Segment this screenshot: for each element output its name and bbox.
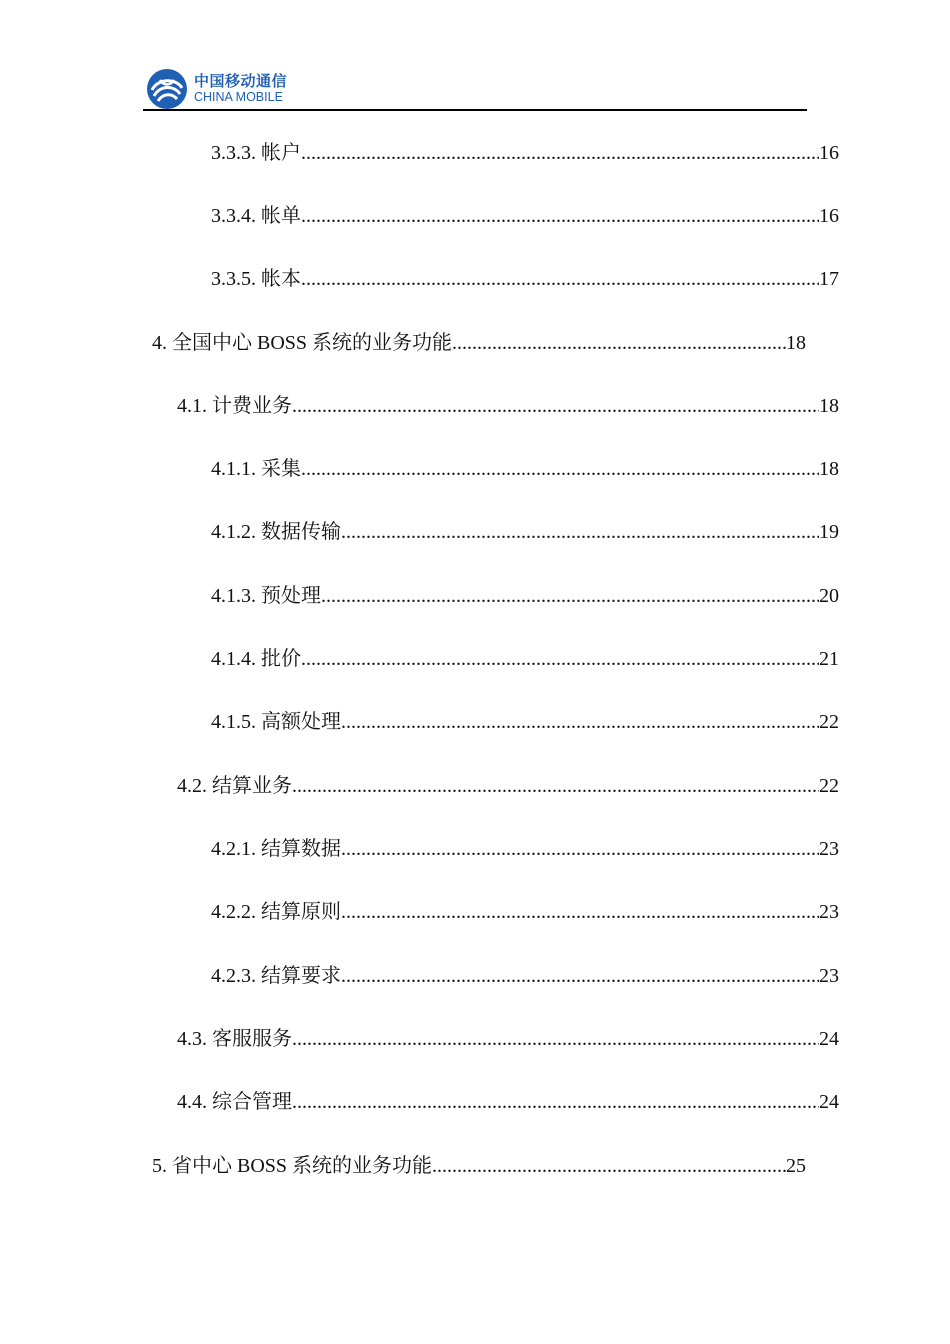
toc-leader-dots xyxy=(341,837,819,861)
toc-title: 帐本 xyxy=(261,268,301,290)
toc-leader-dots xyxy=(452,331,786,355)
toc-entry-3-3-4[interactable] xyxy=(211,204,839,230)
toc-entry-3-3-5[interactable] xyxy=(211,267,839,293)
toc-leader-dots xyxy=(432,1154,786,1178)
toc-page-number: 18 xyxy=(819,395,839,417)
toc-title: 结算要求 xyxy=(261,965,341,987)
toc-leader-dots xyxy=(292,1027,819,1051)
toc-leader-dots xyxy=(292,394,819,418)
toc-number: 3.3.5. xyxy=(211,268,261,290)
toc-entry-4-2-2[interactable] xyxy=(211,900,839,926)
toc-number: 4.1.4. xyxy=(211,648,261,670)
toc-entry-4-1-3[interactable] xyxy=(211,584,839,610)
toc-page-number: 18 xyxy=(819,458,839,480)
toc-leader-dots xyxy=(341,900,819,924)
toc-number: 3.3.4. xyxy=(211,205,261,227)
toc-page-number: 20 xyxy=(819,585,839,607)
toc-title: 客服服务 xyxy=(212,1028,292,1050)
logo-english-text: CHINA MOBILE xyxy=(194,90,283,104)
toc-leader-dots xyxy=(341,964,819,988)
toc-entry-4-1-2[interactable] xyxy=(211,520,839,546)
toc-leader-dots xyxy=(301,457,819,481)
toc-number: 4.3. xyxy=(177,1028,212,1050)
toc-title: 结算数据 xyxy=(261,838,341,860)
toc-leader-dots xyxy=(321,584,819,608)
toc-page-number: 25 xyxy=(786,1155,806,1177)
toc-title: 高额处理 xyxy=(261,711,341,733)
toc-page-number: 22 xyxy=(819,711,839,733)
toc-leader-dots xyxy=(301,647,819,671)
toc-title: 批价 xyxy=(261,648,301,670)
toc-number: 5. xyxy=(152,1155,172,1177)
toc-page-number: 24 xyxy=(819,1091,839,1113)
toc-number: 4.2. xyxy=(177,775,212,797)
toc-entry-4-1[interactable] xyxy=(177,394,839,420)
toc-page-number: 22 xyxy=(819,775,839,797)
toc-title: 综合管理 xyxy=(212,1091,292,1113)
china-mobile-logo-icon xyxy=(146,68,188,110)
toc-number: 4.1.5. xyxy=(211,711,261,733)
header-divider xyxy=(143,109,807,111)
toc-leader-dots xyxy=(301,141,819,165)
toc-entry-4-2[interactable] xyxy=(177,774,839,800)
toc-page-number: 23 xyxy=(819,838,839,860)
toc-leader-dots xyxy=(292,774,819,798)
toc-entry-4-3[interactable] xyxy=(177,1027,839,1053)
toc-leader-dots xyxy=(341,520,819,544)
toc-title: 帐户 xyxy=(261,142,301,164)
toc-entry-4-1-4[interactable] xyxy=(211,647,839,673)
toc-page-number: 18 xyxy=(786,332,806,354)
toc-title: 计费业务 xyxy=(212,395,292,417)
toc-number: 4.4. xyxy=(177,1091,212,1113)
toc-title: 结算原则 xyxy=(261,901,341,923)
toc-number: 3.3.3. xyxy=(211,142,261,164)
toc-entry-3-3-3[interactable] xyxy=(211,141,839,167)
toc-number: 4.2.1. xyxy=(211,838,261,860)
toc-page-number: 21 xyxy=(819,648,839,670)
toc-entry-4-4[interactable] xyxy=(177,1090,839,1116)
toc-entry-4-2-3[interactable] xyxy=(211,964,839,990)
toc-number: 4.2.3. xyxy=(211,965,261,987)
toc-leader-dots xyxy=(292,1090,819,1114)
toc-entry-5[interactable] xyxy=(152,1154,806,1180)
toc-number: 4.1.3. xyxy=(211,585,261,607)
toc-title: 结算业务 xyxy=(212,775,292,797)
toc-entry-4-2-1[interactable] xyxy=(211,837,839,863)
toc-number: 4.1.1. xyxy=(211,458,261,480)
toc-page-number: 16 xyxy=(819,142,839,164)
logo-chinese-text: 中国移动通信 xyxy=(194,72,288,90)
page-header xyxy=(146,64,808,112)
toc-page-number: 19 xyxy=(819,521,839,543)
toc-page-number: 16 xyxy=(819,205,839,227)
toc-number: 4.1. xyxy=(177,395,212,417)
toc-page-number: 24 xyxy=(819,1028,839,1050)
toc-title: 帐单 xyxy=(261,205,301,227)
toc-number: 4.2.2. xyxy=(211,901,261,923)
toc-entry-4-1-5[interactable] xyxy=(211,710,839,736)
toc-title: 省中心 BOSS 系统的业务功能 xyxy=(172,1155,433,1177)
toc-leader-dots xyxy=(301,267,819,291)
toc-entry-4-1-1[interactable] xyxy=(211,457,839,483)
toc-entry-4[interactable] xyxy=(152,331,806,357)
toc-leader-dots xyxy=(341,710,819,734)
toc-page-number: 23 xyxy=(819,901,839,923)
toc-title: 数据传输 xyxy=(261,521,341,543)
toc-page-number: 17 xyxy=(819,268,839,290)
toc-number: 4. xyxy=(152,332,172,354)
toc-title: 采集 xyxy=(261,458,301,480)
toc-title: 预处理 xyxy=(261,585,321,607)
toc-number: 4.1.2. xyxy=(211,521,261,543)
toc-title: 全国中心 BOSS 系统的业务功能 xyxy=(172,332,453,354)
toc-page-number: 23 xyxy=(819,965,839,987)
toc-leader-dots xyxy=(301,204,819,228)
